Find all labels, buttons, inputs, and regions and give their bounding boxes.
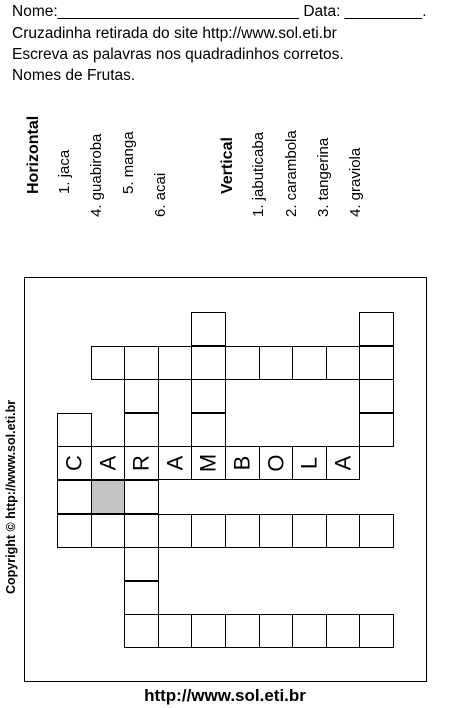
horizontal-clue: 5. manga (120, 131, 137, 194)
crossword-cell[interactable] (124, 547, 159, 581)
crossword-cell[interactable] (57, 514, 92, 548)
cell-letter: A (94, 456, 120, 471)
footer-url: http://www.sol.eti.br (144, 686, 306, 705)
crossword-cell[interactable] (326, 346, 361, 380)
horizontal-clue: 4. guabiroba (88, 133, 105, 217)
crossword-cell[interactable] (124, 446, 159, 480)
vertical-clue: 1. jabuticaba (250, 131, 267, 217)
vertical-clue: 2. carambola (283, 130, 300, 217)
crossword-cell[interactable] (191, 346, 226, 380)
crossword-cell[interactable] (191, 379, 226, 413)
crossword-cell[interactable] (191, 614, 226, 648)
crossword-cell[interactable] (225, 614, 260, 648)
crossword-cell[interactable] (158, 446, 193, 480)
crossword-cell[interactable] (124, 480, 159, 514)
crossword-cell[interactable] (124, 581, 159, 615)
horizontal-clue: 1. jaca (56, 149, 73, 194)
crossword-cell[interactable] (57, 480, 92, 514)
crossword-cell[interactable] (225, 446, 260, 480)
cell-letter: O (262, 454, 288, 472)
crossword-cell[interactable] (124, 514, 159, 548)
cell-letter: L (296, 457, 322, 470)
horizontal-clue: 6. acai (152, 172, 169, 217)
crossword-cell[interactable] (359, 413, 394, 447)
crossword-cell[interactable] (359, 614, 394, 648)
crossword-cell[interactable] (326, 614, 361, 648)
crossword-cell[interactable] (359, 379, 394, 413)
crossword-cell[interactable] (124, 413, 159, 447)
vertical-title: Vertical (219, 137, 236, 194)
cell-letter: R (128, 455, 154, 472)
crossword-cell[interactable] (225, 346, 260, 380)
source-line: Cruzadinha retirada do site http://www.sol.eti.br (12, 25, 337, 42)
crossword-cell[interactable] (124, 379, 159, 413)
instructions-line: Escreva as palavras nos quadradinhos corretos. (12, 46, 344, 63)
crossword-cell[interactable] (326, 514, 361, 548)
cell-letter: A (330, 456, 356, 471)
crossword-cell[interactable] (57, 446, 92, 480)
crossword-cell[interactable] (191, 514, 226, 548)
crossword-cell[interactable] (259, 514, 294, 548)
crossword-cell[interactable] (158, 346, 193, 380)
crossword-cell[interactable] (259, 614, 294, 648)
crossword-cell[interactable] (259, 446, 294, 480)
crossword-cell[interactable] (326, 446, 361, 480)
shaded-cell[interactable] (91, 480, 126, 514)
crossword-cell[interactable] (359, 514, 394, 548)
crossword-cell[interactable] (124, 346, 159, 380)
cell-letter: M (195, 454, 221, 473)
cell-letter: A (162, 456, 188, 471)
crossword-cell[interactable] (158, 514, 193, 548)
crossword-cell[interactable] (91, 346, 126, 380)
cell-letter: C (61, 455, 87, 472)
copyright-notice: Copyright © http://www.sol.eti.br (4, 399, 18, 594)
cell-letter: B (229, 456, 255, 471)
crossword-cell[interactable] (292, 614, 327, 648)
crossword-cell[interactable] (191, 446, 226, 480)
crossword-cell[interactable] (57, 413, 92, 447)
crossword-cell[interactable] (225, 514, 260, 548)
crossword-cell[interactable] (259, 346, 294, 380)
crossword-cell[interactable] (359, 346, 394, 380)
crossword-cell[interactable] (91, 446, 126, 480)
crossword-cell[interactable] (124, 614, 159, 648)
crossword-cell[interactable] (292, 346, 327, 380)
crossword-cell[interactable] (91, 514, 126, 548)
theme-line: Nomes de Frutas. (12, 67, 136, 84)
vertical-clue: 4. graviola (347, 147, 364, 217)
crossword-cell[interactable] (359, 312, 394, 346)
crossword-cell[interactable] (158, 614, 193, 648)
crossword-cell[interactable] (292, 446, 327, 480)
crossword-cell[interactable] (292, 514, 327, 548)
crossword-cell[interactable] (191, 312, 226, 346)
crossword-cell[interactable] (191, 413, 226, 447)
name-date-line: Nome:____________________________ Data: _________. (12, 3, 427, 20)
vertical-clue: 3. tangerina (315, 137, 332, 217)
horizontal-title: Horizontal (25, 115, 42, 194)
